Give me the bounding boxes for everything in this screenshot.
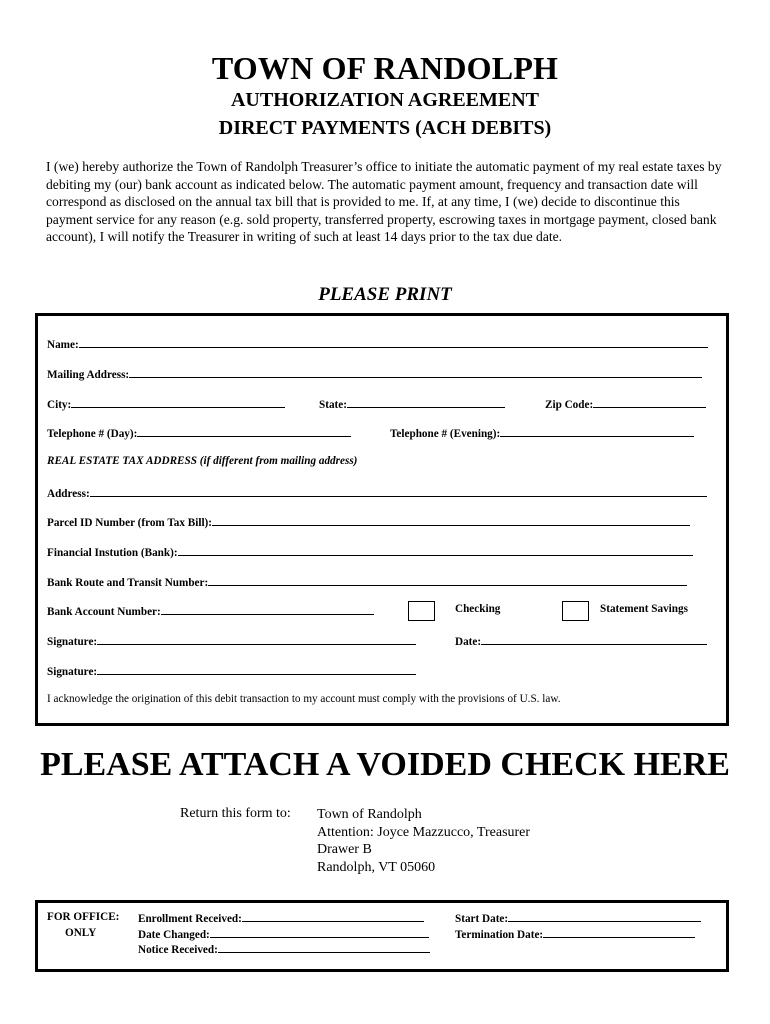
enrollment-received-label: Enrollment Received:: [138, 913, 242, 925]
tax-address-line[interactable]: [90, 485, 707, 497]
bank-account-field[interactable]: [47, 603, 374, 618]
telephone-evening-line[interactable]: [500, 425, 694, 437]
city-field[interactable]: [47, 396, 285, 411]
name-line[interactable]: [79, 336, 708, 348]
termination-date-line[interactable]: [543, 926, 695, 938]
attach-voided-check-heading: PLEASE ATTACH A VOIDED CHECK HERE: [40, 746, 730, 783]
date-changed-label: Date Changed:: [138, 928, 210, 941]
mailing-address-label: Mailing Address:: [47, 369, 130, 381]
signature-field-1[interactable]: [47, 633, 416, 648]
state-field[interactable]: [319, 396, 505, 411]
signature-label-1: Signature:: [47, 636, 98, 648]
mailing-address-field[interactable]: [47, 366, 702, 381]
return-address-line: Drawer B: [317, 842, 372, 857]
parcel-id-field[interactable]: [47, 514, 690, 529]
bank-account-label: Bank Account Number:: [47, 606, 161, 618]
enrollment-received-line[interactable]: [242, 910, 424, 922]
state-label: State:: [319, 399, 347, 411]
bank-route-label: Bank Route and Transit Number:: [47, 577, 209, 589]
return-address: [317, 806, 530, 876]
telephone-day-line[interactable]: [137, 425, 351, 437]
real-estate-tax-address-note: REAL ESTATE TAX ADDRESS (if different from mailing address): [47, 455, 358, 467]
termination-date-label: Termination Date:: [455, 928, 544, 941]
date-field[interactable]: [455, 633, 707, 648]
date-changed-line[interactable]: [210, 926, 429, 938]
return-address-line: Town of Randolph: [317, 807, 422, 822]
checking-label: Checking: [455, 603, 501, 615]
zip-field[interactable]: [545, 396, 706, 411]
signature-label-2: Signature:: [47, 666, 98, 678]
return-form-label: Return this form to:: [180, 806, 291, 821]
return-address-line: Attention: Joyce Mazzucco, Treasurer: [317, 824, 531, 840]
mailing-address-line[interactable]: [129, 366, 702, 378]
statement-savings-label: Statement Savings: [600, 603, 688, 615]
signature-field-2[interactable]: [47, 663, 416, 678]
tax-address-label: Address:: [47, 488, 90, 500]
notice-received-field[interactable]: [138, 941, 430, 959]
please-print-heading: PLEASE PRINT: [318, 284, 452, 305]
form-subtitle: AUTHORIZATION AGREEMENT: [230, 89, 539, 111]
start-date-label: Start Date:: [455, 913, 509, 925]
signature-line-2[interactable]: [97, 663, 416, 675]
bank-account-line[interactable]: [161, 603, 374, 615]
city-label: City:: [47, 399, 72, 411]
name-field[interactable]: [47, 336, 708, 351]
for-office-label: FOR OFFICE:: [47, 911, 120, 923]
date-label: Date:: [455, 636, 482, 648]
telephone-evening-label: Telephone # (Evening):: [390, 428, 501, 440]
tax-address-field[interactable]: [47, 485, 707, 500]
checking-checkbox[interactable]: [408, 601, 435, 621]
zip-label: Zip Code:: [545, 399, 594, 411]
termination-date-field[interactable]: [455, 926, 695, 944]
parcel-id-line[interactable]: [212, 514, 690, 526]
statement-savings-checkbox[interactable]: [562, 601, 589, 621]
telephone-day-field[interactable]: [47, 425, 351, 440]
office-only-label: ONLY: [65, 926, 97, 939]
city-line[interactable]: [71, 396, 285, 408]
notice-received-line[interactable]: [218, 941, 430, 953]
acknowledgement-text: I acknowledge the origination of this debit transaction to my account must comply with the provisions of U.S. law.: [47, 693, 561, 705]
financial-institution-line[interactable]: [178, 544, 693, 556]
bank-route-field[interactable]: [47, 574, 687, 589]
financial-institution-field[interactable]: [47, 544, 693, 559]
form-subtitle-ach: DIRECT PAYMENTS (ACH DEBITS): [218, 117, 552, 139]
telephone-evening-field[interactable]: [390, 425, 694, 440]
parcel-id-label: Parcel ID Number (from Tax Bill):: [47, 517, 213, 529]
authorization-paragraph: I (we) hereby authorize the Town of Randolph Treasurer’s office to initiate the automatic payment of my real estate taxes by debiting my (our) bank account as indicated below. The automatic payment amount, frequency and transaction date will correspond as disclosed on the annual tax bill that is provided to me. If, at any time, I (we) decide to discontinue this payment service for any reason (e.g. sold property, transferred property, escrowing taxes in mortgage payment, closed bank account), I will notify the Treasurer in writing of such at least 14 days prior to the tax due date.: [46, 159, 722, 245]
telephone-day-label: Telephone # (Day):: [47, 428, 138, 440]
zip-line[interactable]: [593, 396, 706, 408]
name-label: Name:: [47, 339, 79, 351]
signature-line-1[interactable]: [97, 633, 416, 645]
financial-institution-label: Financial Instution (Bank):: [47, 547, 178, 559]
page-title: TOWN OF RANDOLPH: [211, 50, 559, 86]
return-address-line: Randolph, VT 05060: [317, 859, 436, 875]
date-line[interactable]: [481, 633, 707, 645]
notice-received-label: Notice Received:: [138, 944, 218, 956]
bank-route-line[interactable]: [208, 574, 687, 586]
state-line[interactable]: [347, 396, 505, 408]
start-date-line[interactable]: [508, 910, 701, 922]
